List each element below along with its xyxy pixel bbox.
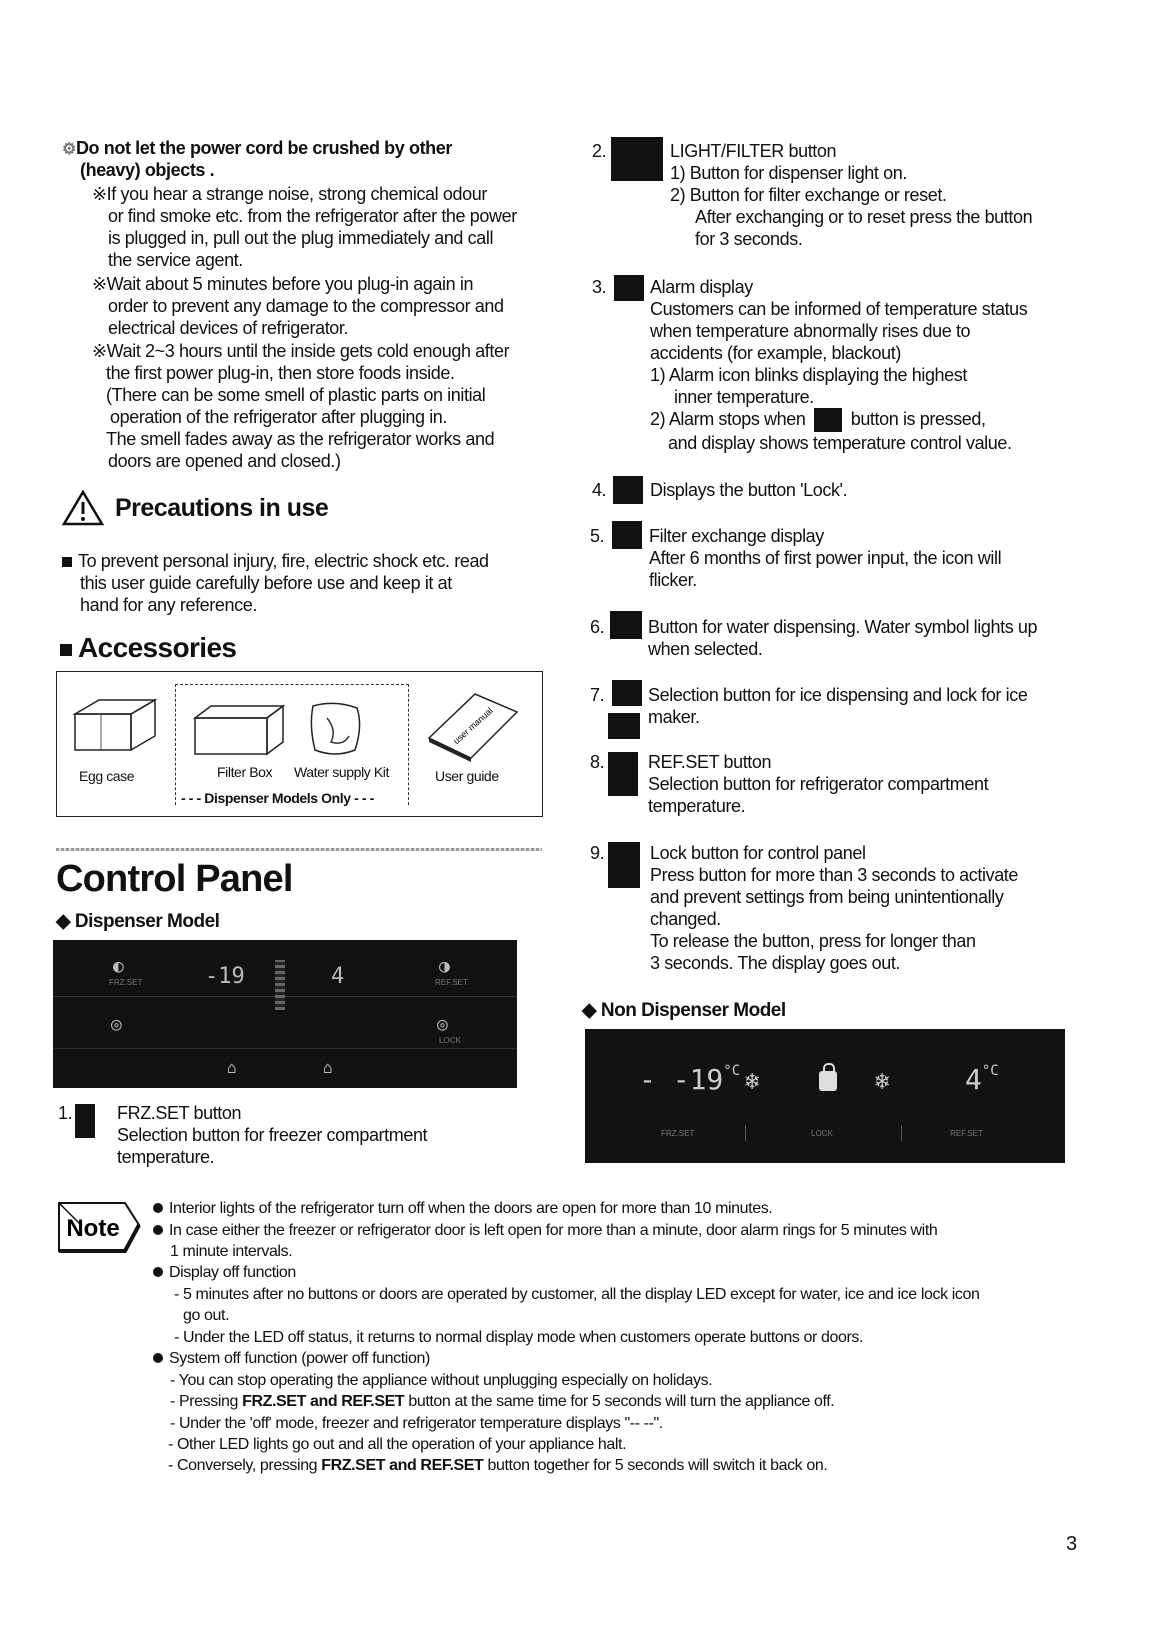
note-line-3: 1 minute intervals. (170, 1243, 293, 1260)
water-kit-icon (303, 696, 369, 760)
filter-box-label: Filter Box (217, 764, 273, 780)
accessories-box (56, 671, 543, 817)
alarm-icon (614, 275, 644, 301)
caution-icon (62, 490, 104, 526)
note-line-10: - Pressing FRZ.SET and REF.SET button at the same time for 5 seconds will turn the appliance off. (170, 1393, 835, 1410)
light-filter-icon (611, 137, 663, 181)
user-guide-icon (425, 690, 521, 762)
lock-button-2[interactable]: LOCK (811, 1129, 833, 1138)
ref-set-button-2[interactable]: REF.SET (950, 1129, 983, 1138)
warning-icon: ⚙ (62, 141, 76, 158)
item-1-text: FRZ.SET button Selection button for freezer compartment temperature. (117, 1103, 428, 1167)
ref-temp-display-2: $4^{^\circ C}$ (965, 1063, 999, 1096)
item-7-text: Selection button for ice dispensing and lock for ice maker. (648, 685, 1028, 727)
note-line-8: System off function (power off function) (153, 1349, 430, 1369)
control-panel-title: Control Panel (56, 858, 293, 900)
note-line-7: - Under the LED off status, it returns to normal display mode when customers operate buttons or doors. (174, 1329, 864, 1346)
svg-text:user manual: user manual (451, 705, 495, 747)
warning-paragraph-1: ※If you hear a strange noise, strong chemical odour or find smoke etc. from the refrigerator after the power is plugged in, pull out the plug immediately and call the service agent. (92, 184, 517, 270)
svg-text:Note: Note (66, 1215, 120, 1242)
water-button[interactable]: ⌂ (227, 1058, 237, 1077)
egg-case-label: Egg case (79, 768, 135, 784)
ref-set-button[interactable]: ◑ (439, 956, 450, 977)
frz-set-icon (75, 1104, 95, 1138)
note-badge (55, 1197, 143, 1261)
item-3-text: Alarm display Customers can be informed of temperature status when temperature abnormally rises due to accidents (for example, blackout) 1) Alarm icon blinks displaying the highest inner temperature. 2) Alarm stops when button is pressed, and display shows temperature control value. (650, 277, 1028, 454)
item-4-text: Displays the button 'Lock'. (650, 480, 848, 500)
item-5-num: 5. (590, 526, 605, 546)
frz-set-button[interactable]: ◐ (113, 956, 124, 977)
item-6-num: 6. (590, 617, 605, 637)
frz-set-label: FRZ.SET (109, 978, 143, 987)
item-3-num: 3. (592, 277, 607, 297)
item-5-text: Filter exchange display After 6 months of first power input, the icon will flicker. (649, 526, 1002, 590)
note-line-9: - You can stop operating the appliance without unplugging especially on holidays. (170, 1372, 713, 1389)
dispenser-model-heading: ◆ Dispenser Model (56, 911, 220, 932)
water-dispense-icon (610, 611, 642, 639)
non-dispenser-control-panel (585, 1029, 1065, 1163)
ref-set-icon (608, 752, 638, 796)
temp-bar (275, 960, 285, 1010)
ref-temp-display: 4 (331, 964, 345, 989)
note-line-4: Display off function (153, 1263, 296, 1283)
filter-exchange-icon (612, 521, 642, 549)
ice-button[interactable]: ⌂ (323, 1058, 333, 1077)
ice-lock-icon (608, 713, 640, 739)
light-filter-button[interactable]: ◎ (111, 1014, 122, 1035)
section-divider (56, 848, 542, 851)
item-7-num: 7. (590, 685, 605, 705)
note-line-11: - Under the 'off' mode, freezer and refrigerator temperature displays "-- --". (170, 1415, 663, 1432)
dispenser-only-label: - - - Dispenser Models Only - - - (181, 790, 374, 806)
warning-paragraph-2: ※Wait about 5 minutes before you plug-in again in order to prevent any damage to the compressor and electrical devices of refrigerator. (92, 274, 504, 338)
warning-title: ⚙Do not let the power cord be crushed by other (62, 138, 452, 158)
frz-temp-display: -19 (205, 964, 245, 989)
warning-title-cont: (heavy) objects . (80, 160, 215, 180)
lock-label: LOCK (439, 1036, 461, 1045)
item-8-text: REF.SET button Selection button for refrigerator compartment temperature. (648, 752, 989, 816)
warning-paragraph-3: ※Wait 2~3 hours until the inside gets cold enough after the first power plug-in, then store foods inside. (There can be some smell of plastic parts on initial operation of the refrigerator after plugging in. The smell fades away as the refrigerator works and doors are opened and closed.) (92, 341, 510, 471)
lock-button-icon (608, 842, 640, 888)
precautions-text: To prevent personal injury, fire, electric shock etc. read this user guide carefully before use and keep it at hand for any reference. (62, 550, 489, 616)
item-4-num: 4. (592, 480, 607, 500)
item-9-text: Lock button for control panel Press button for more than 3 seconds to activate and prevent settings from being unintentionally changed. To release the button, press for longer than 3 seconds. The display goes out. (650, 843, 1019, 973)
lock-display-icon (613, 476, 643, 504)
lock-button[interactable]: ◎ (437, 1014, 448, 1035)
user-guide-label: User guide (435, 768, 499, 784)
water-kit-label: Water supply Kit (294, 764, 390, 780)
snowflake-icon-left: ❄ (745, 1067, 760, 1095)
lock-icon (819, 1071, 837, 1091)
ref-set-label: REF.SET (435, 978, 468, 987)
accessories-title: Accessories (60, 632, 236, 664)
filter-box-icon (191, 702, 287, 758)
frz-temp-display-2: - $-19^{^\circ C}$ (639, 1063, 741, 1096)
note-line-13: - Conversely, pressing FRZ.SET and REF.SET button together for 5 seconds will switch it back on. (168, 1457, 828, 1474)
note-line-1: Interior lights of the refrigerator turn off when the doors are open for more than 10 minutes. (153, 1199, 772, 1219)
note-line-6: go out. (183, 1307, 230, 1324)
note-line-5: - 5 minutes after no buttons or doors are operated by customer, all the display LED except for water, ice and ice lock icon (174, 1286, 980, 1303)
note-line-12: - Other LED lights go out and all the operation of your appliance halt. (168, 1436, 627, 1453)
egg-case-icon (71, 694, 161, 754)
item-1: 1. (58, 1103, 73, 1123)
item-8-num: 8. (590, 752, 605, 772)
non-dispenser-model-heading: ◆ Non Dispenser Model (582, 1000, 786, 1021)
frz-set-button-2[interactable]: FRZ.SET (661, 1129, 695, 1138)
precautions-title: Precautions in use (115, 494, 329, 522)
page-number: 3 (1066, 1533, 1078, 1555)
alarm-stop-button-icon (814, 408, 842, 432)
dispenser-control-panel (53, 940, 517, 1088)
note-line-2: In case either the freezer or refrigerator door is left open for more than a minute, door alarm rings for 5 minutes with (153, 1221, 937, 1241)
snowflake-icon-right: ❄ (875, 1067, 890, 1095)
item-2-text: LIGHT/FILTER button 1) Button for dispenser light on. 2) Button for filter exchange or reset. After exchanging or to reset press the button for 3 seconds. (670, 141, 1033, 249)
item-2-num: 2. (592, 141, 607, 161)
item-9-num: 9. (590, 843, 605, 863)
ice-dispense-icon (612, 680, 642, 706)
item-6-text: Button for water dispensing. Water symbol lights up when selected. (648, 617, 1038, 659)
